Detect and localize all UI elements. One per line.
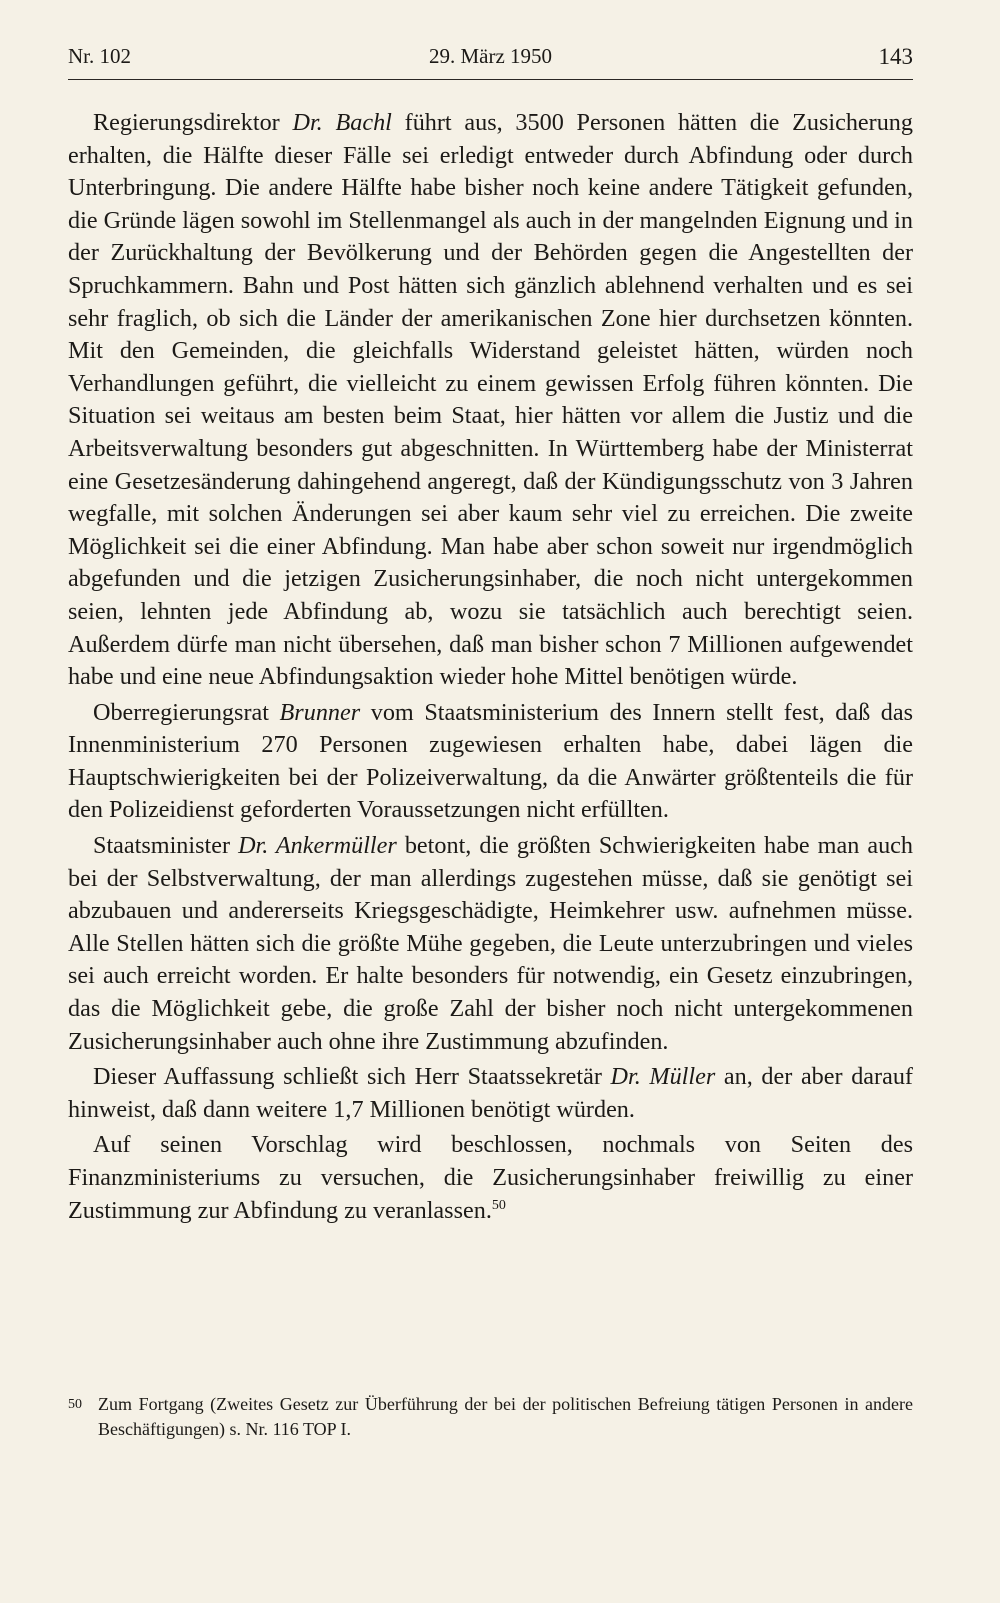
paragraph-text: Auf seinen Vorschlag wird beschlossen, nochmals von Seiten des Finanzministeriums zu versuchen, die Zusicherungsinhaber freiwillig zu einer Zustimmung zur Abfindung zu veranlassen. bbox=[68, 1131, 913, 1224]
header-date: 29. März 1950 bbox=[428, 44, 553, 68]
footnote-ref: 50 bbox=[491, 1197, 506, 1213]
paragraph-text: betont, die größten Schwierigkeiten habe man auch bei der Selbstverwaltung, der man allerdings zugestehen müsse, daß sie genötigt sei abzubauen und andererseits Kriegsgeschädigte, Heimkehrer usw. aufnehmen müsse. Alle Stellen hätten sich die größte Mühe gegeben, die Leute unterzubringen und vieles sei auch erreicht worden. Er halte besonders für notwendig, ein Gesetz einzubringen, das die Möglichkeit gebe, die große Zahl der bisher noch nicht untergekommenen Zusicherungsinhaber auch ohne ihre Zustimmung abzufinden. bbox=[68, 832, 914, 1055]
page-number: 143 bbox=[878, 44, 913, 69]
footnote-number: 50 bbox=[68, 1397, 82, 1412]
paragraph bbox=[68, 1129, 913, 1227]
paragraph-text: Staatsminister bbox=[93, 832, 239, 860]
paragraph-text: vom Staatsministerium des Innern stellt fest, daß das Innenministerium 270 Personen zugewiesen erhalten habe, dabei lägen die Hauptschwierigkeiten bei der Polizeiverwaltung, da die Anwärter größtenteils die für den Polizeidienst geforderten Voraussetzungen nicht erfüllten. bbox=[68, 698, 913, 824]
paragraph-text: an, der aber darauf hinweist, daß dann weitere 1,7 Millionen benötigt würden. bbox=[68, 1063, 913, 1123]
speaker-name: Dr. Bachl bbox=[292, 109, 392, 136]
paragraph-text: Regierungsdirektor bbox=[93, 109, 293, 136]
paragraph bbox=[68, 107, 913, 694]
body-text bbox=[68, 107, 913, 1230]
paragraph bbox=[68, 697, 913, 827]
speaker-name: Dr. Müller bbox=[610, 1063, 716, 1091]
document-number: Nr. 102 bbox=[68, 44, 131, 68]
paragraph bbox=[68, 830, 913, 1058]
header-rule bbox=[68, 79, 913, 80]
footnote-text: Zum Fortgang (Zweites Gesetz zur Überführung der bei der politischen Befreiung tätigen Personen in andere Beschäftigungen) s. Nr. 116 TOP I. bbox=[98, 1394, 913, 1439]
paragraph-text: Oberregierungsrat bbox=[93, 698, 280, 726]
speaker-name: Dr. Ankermüller bbox=[238, 832, 397, 860]
paragraph-text: führt aus, 3500 Personen hätten die Zusicherung erhalten, die Hälfte dieser Fälle sei erledigt entweder durch Abfindung oder durch Unterbringung. Die andere Hälfte habe bisher noch keine andere Tätigkeit gefunden, die Gründe lägen sowohl im Stellenmangel als auch in der mangelnden Eignung und in der Zurückhaltung der Bevölkerung und der Behörden gegen die Angestellten der Spruchkammern. Bahn und Post hätten sich gänzlich ablehnend verhalten und es sei sehr fraglich, ob sich die Länder der amerikanischen Zone hier durchsetzen könnten. Mit den Gemeinden, die gleichfalls Widerstand geleistet hätten, würden noch Verhandlungen geführt, die vielleicht zu einem gewissen Erfolg führen könnten. Die Situation sei weitaus am besten beim Staat, hier hätten vor allem die Justiz und die Arbeitsverwaltung besonders gut abgeschnitten. In Württemberg habe der Ministerrat eine Gesetzesänderung dahingehend angeregt, daß der Kündigungsschutz von 3 Jahren wegfalle, mit solchen Änderungen sei aber kaum sehr viel zu erreichen. Die zweite Möglichkeit sei die einer Abfindung. Man habe aber schon soweit nur irgendmöglich abgefunden und die jetzigen Zusicherungsinhaber, die noch nicht untergekommen seien, lehnten jede Abfindung ab, wozu sie tatsächlich auch berechtigt seien. Außerdem dürfe man nicht übersehen, daß man bisher schon 7 Millionen aufgewendet habe und eine neue Abfindungsaktion wieder hohe Mittel benötigen würde. bbox=[68, 109, 913, 691]
paragraph-text: Dieser Auffassung schließt sich Herr Staatssekretär bbox=[93, 1063, 611, 1091]
footnote bbox=[68, 1392, 913, 1442]
speaker-name: Brunner bbox=[279, 698, 361, 726]
paragraph bbox=[68, 1061, 913, 1126]
running-header bbox=[68, 44, 913, 78]
